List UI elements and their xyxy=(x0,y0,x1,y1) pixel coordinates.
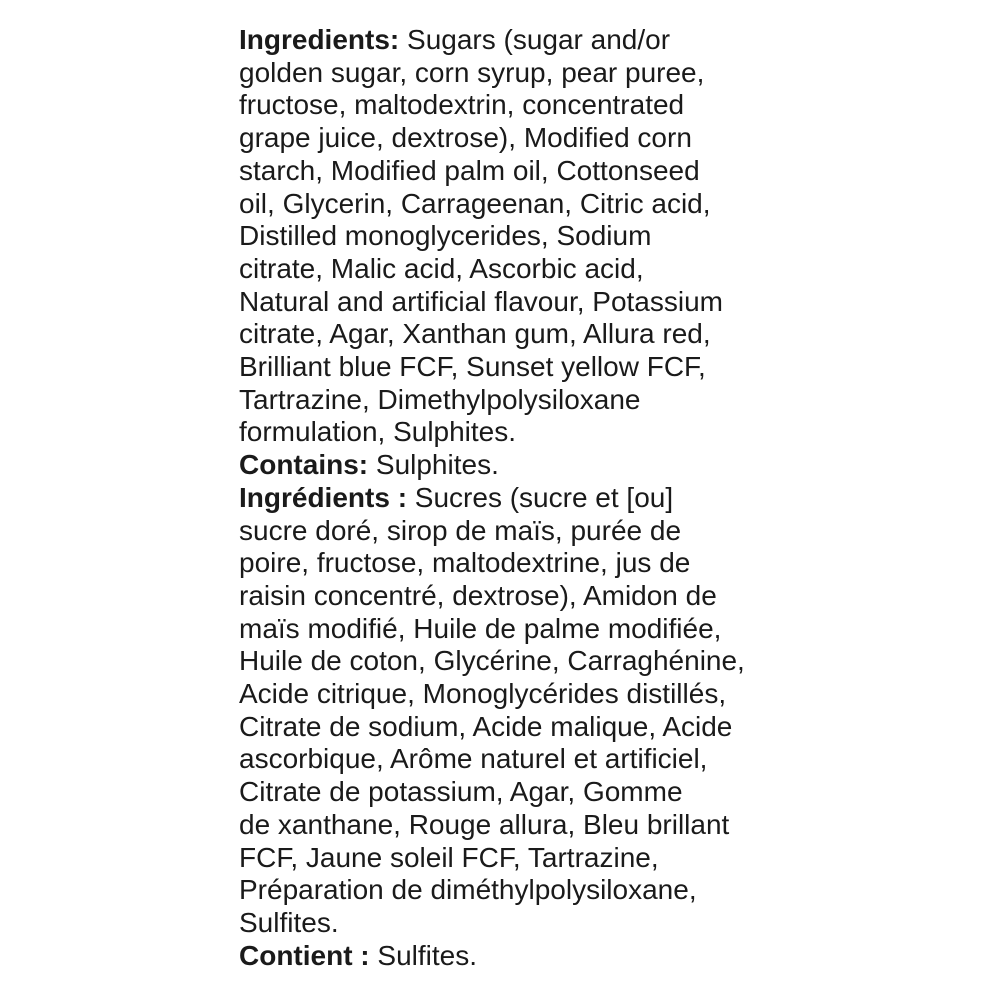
contains-heading-fr: Contient : xyxy=(239,939,370,971)
text-line: raisin concentré, dextrose), Amidon de xyxy=(239,579,717,611)
text-line: Citrate de potassium, Agar, Gomme xyxy=(239,776,683,808)
text-line: Sulfites. xyxy=(239,906,339,938)
text-line: FCF, Jaune soleil FCF, Tartrazine, xyxy=(239,841,659,873)
text-line: Tartrazine, Dimethylpolysiloxane xyxy=(239,383,641,415)
text-line: golden sugar, corn syrup, pear puree, xyxy=(239,56,705,88)
text-line: citrate, Agar, Xanthan gum, Allura red, xyxy=(239,318,711,350)
english-contains xyxy=(239,449,799,482)
text-line: starch, Modified palm oil, Cottonseed xyxy=(239,154,700,186)
contains-heading: Contains: xyxy=(239,449,369,481)
ingredients-heading-fr: Ingrédients : xyxy=(239,481,408,513)
text-line: Acide citrique, Monoglycérides distillés, xyxy=(239,678,727,710)
text-line: fructose, maltodextrin, concentrated xyxy=(239,89,685,121)
text-line: citrate, Malic acid, Ascorbic acid, xyxy=(239,252,644,284)
text-line: ascorbique, Arôme naturel et artificiel, xyxy=(239,743,708,775)
text-line: de xanthane, Rouge allura, Bleu brillant xyxy=(239,808,730,840)
text-line: Citrate de sodium, Acide malique, Acide xyxy=(239,710,733,742)
text-line: Contains: Sulphites. xyxy=(239,449,499,481)
text-line: formulation, Sulphites. xyxy=(239,416,517,448)
text-line: sucre doré, sirop de maïs, purée de xyxy=(239,514,682,546)
ingredients-label xyxy=(239,24,799,972)
text-line: Ingrédients : Sucres (sucre et [ou] xyxy=(239,481,674,513)
ingredients-heading: Ingredients: xyxy=(239,24,400,55)
text-line: grape juice, dextrose), Modified corn xyxy=(239,122,692,154)
english-ingredients xyxy=(239,24,799,449)
text-line: Distilled monoglycerides, Sodium xyxy=(239,220,652,252)
text-line: Préparation de diméthylpolysiloxane, xyxy=(239,874,697,906)
french-ingredients xyxy=(239,482,799,940)
french-contains xyxy=(239,940,799,973)
text-line: Natural and artificial flavour, Potassium xyxy=(239,285,723,317)
text-line: poire, fructose, maltodextrine, jus de xyxy=(239,547,691,579)
text-line: oil, Glycerin, Carrageenan, Citric acid, xyxy=(239,187,711,219)
text-line: maïs modifié, Huile de palme modifiée, xyxy=(239,612,722,644)
text-line: Ingredients: Sugars (sugar and/or xyxy=(239,24,671,55)
text-line: Contient : Sulfites. xyxy=(239,939,478,971)
text-line: Brilliant blue FCF, Sunset yellow FCF, xyxy=(239,351,706,383)
text-line: Huile de coton, Glycérine, Carraghénine, xyxy=(239,645,745,677)
